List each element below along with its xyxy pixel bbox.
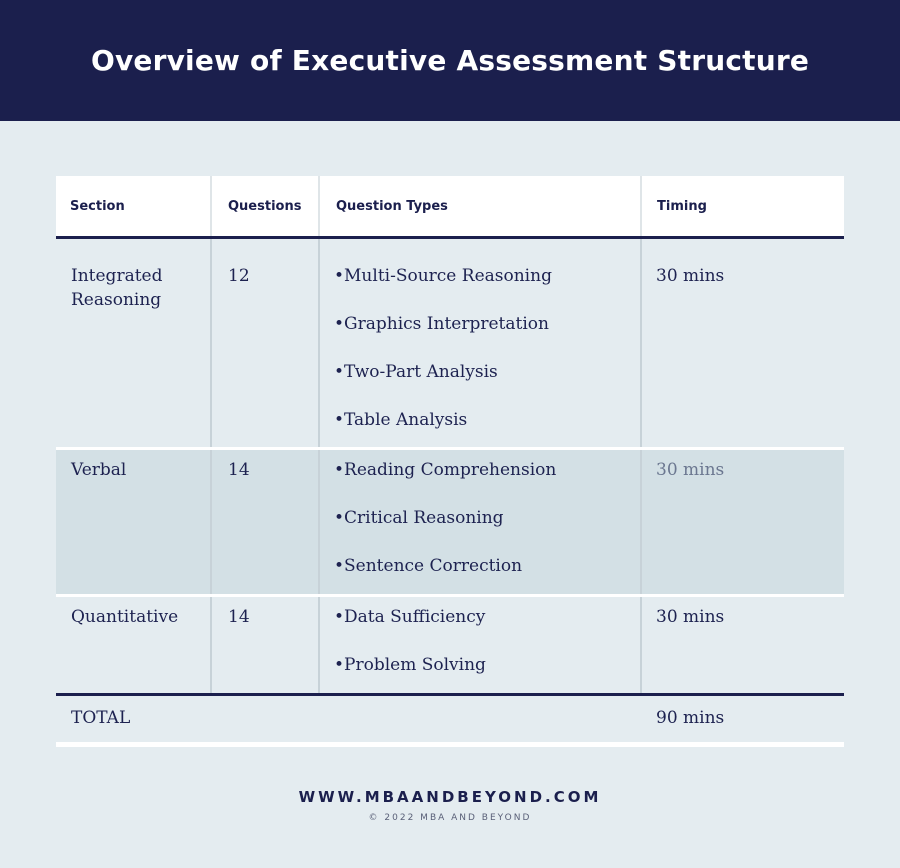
list-item: •Two-Part Analysis	[334, 362, 498, 382]
header-section: Section	[70, 198, 125, 214]
section-name-line: Reasoning	[71, 290, 162, 310]
copyright-notice: © 2022 MBA AND BEYOND	[368, 813, 532, 823]
column-divider	[318, 450, 320, 594]
page-title: Overview of Executive Assessment Structure	[90, 44, 810, 77]
title-banner	[0, 0, 900, 121]
section-name-line: Integrated	[71, 266, 163, 286]
question-types-list	[334, 605, 486, 701]
list-item: •Reading Comprehension	[334, 460, 557, 480]
table-row	[56, 597, 844, 696]
timing-value: 30 mins	[656, 607, 725, 627]
column-divider	[640, 239, 642, 447]
table-row	[56, 239, 844, 450]
header-questions: Questions	[228, 198, 302, 214]
column-divider	[640, 597, 642, 693]
total-timing: 90 mins	[656, 708, 725, 728]
list-item: •Data Sufficiency	[334, 607, 486, 627]
column-divider	[210, 176, 212, 236]
table-row	[56, 450, 844, 597]
column-divider	[318, 597, 320, 693]
column-divider	[210, 450, 212, 594]
list-item: •Multi-Source Reasoning	[334, 266, 552, 286]
timing-value: 30 mins	[656, 460, 725, 480]
list-item: •Graphics Interpretation	[334, 314, 549, 334]
header-timing: Timing	[657, 198, 707, 214]
column-divider	[640, 176, 642, 236]
column-divider	[318, 176, 320, 236]
section-name-line: Verbal	[71, 460, 127, 480]
list-item: •Critical Reasoning	[334, 508, 504, 528]
question-count: 12	[228, 266, 250, 286]
list-item: •Problem Solving	[334, 655, 486, 675]
column-divider	[640, 450, 642, 594]
website-url: WWW.MBAANDBEYOND.COM	[298, 788, 602, 806]
question-count: 14	[228, 460, 250, 480]
total-label: TOTAL	[71, 708, 131, 728]
list-item: •Sentence Correction	[334, 556, 523, 576]
total-row	[56, 696, 844, 747]
question-types-list	[334, 458, 556, 602]
question-types-list	[334, 264, 552, 456]
section-name	[71, 605, 178, 629]
column-divider	[210, 239, 212, 447]
column-divider	[210, 597, 212, 693]
section-name	[71, 458, 126, 482]
section-name-line: Quantitative	[71, 607, 179, 627]
table-header	[56, 176, 844, 239]
timing-value: 30 mins	[656, 266, 725, 286]
column-divider	[318, 239, 320, 447]
assessment-table	[56, 176, 844, 747]
header-question-types: Question Types	[336, 198, 448, 214]
question-count: 14	[228, 607, 250, 627]
section-name	[71, 264, 162, 312]
list-item: •Table Analysis	[334, 410, 468, 430]
